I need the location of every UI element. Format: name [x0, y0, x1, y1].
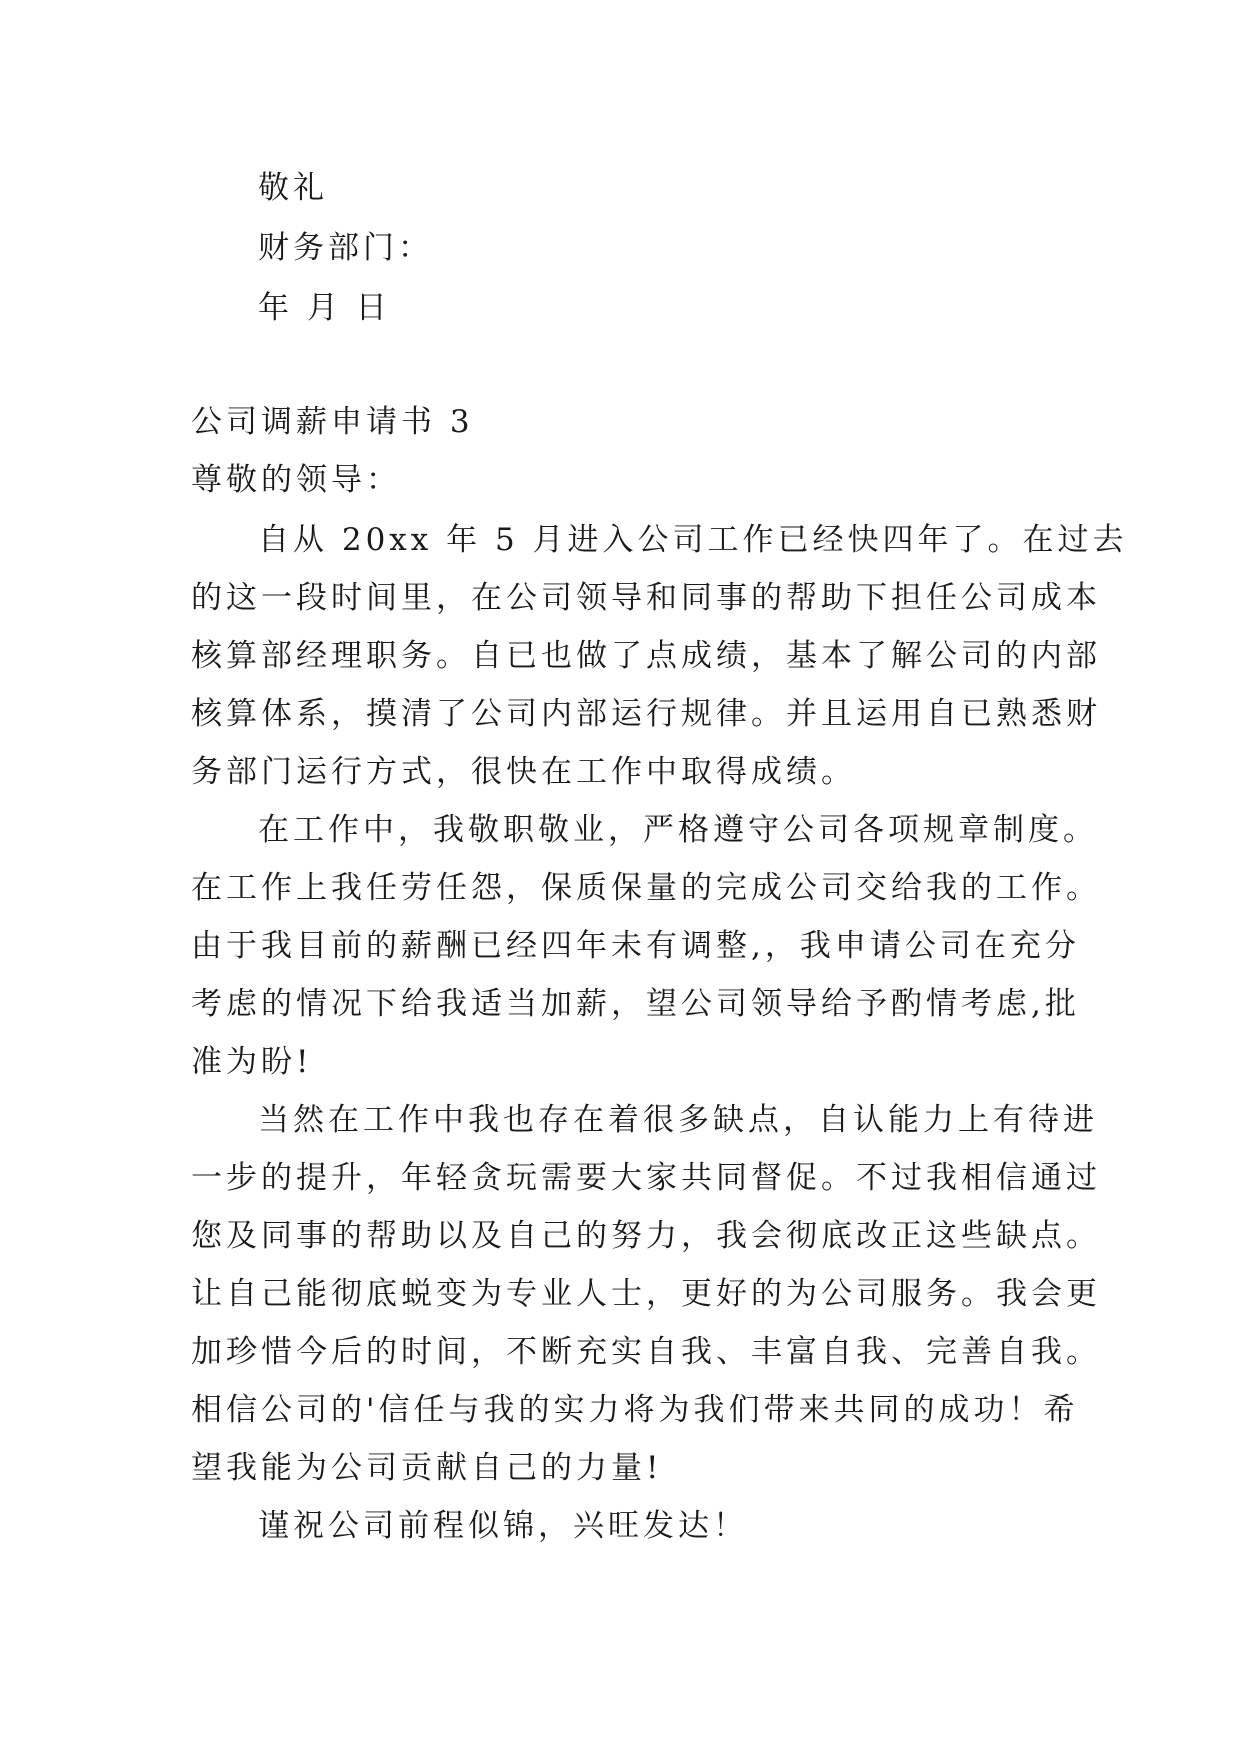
closing-date: 年 月 日 — [258, 290, 391, 326]
paragraph1-line: 自从 20xx 年 5 月进入公司工作已经快四年了。在过去 — [258, 522, 1128, 558]
paragraph3-line: 您及同事的帮助以及自己的努力，我会彻底改正这些缺点。 — [191, 1218, 1101, 1254]
paragraph3-line: 让自己能彻底蜕变为专业人士，更好的为公司服务。我会更 — [191, 1276, 1101, 1312]
paragraph1-line: 务部门运行方式，很快在工作中取得成绩。 — [191, 754, 856, 790]
paragraph2-line: 考虑的情况下给我适当加薪，望公司领导给予酌情考虑,批 — [191, 986, 1080, 1022]
paragraph2-line: 由于我目前的薪酬已经四年未有调整,，我申请公司在充分 — [191, 928, 1080, 964]
letter-greeting: 尊敬的领导： — [191, 462, 401, 498]
paragraph3-line: 一步的提升，年轻贪玩需要大家共同督促。不过我相信通过 — [191, 1160, 1101, 1196]
letter-title: 公司调薪申请书 3 — [191, 404, 474, 440]
paragraph3-line: 当然在工作中我也存在着很多缺点，自认能力上有待进 — [258, 1102, 1098, 1138]
paragraph3-line: 望我能为公司贡献自己的力量! — [191, 1450, 663, 1486]
closing-wish: 谨祝公司前程似锦，兴旺发达！ — [258, 1508, 748, 1544]
paragraph3-line: 相信公司的'信任与我的实力将为我们带来共同的成功！希 — [191, 1392, 1079, 1428]
closing-salutation: 敬礼 — [258, 170, 328, 206]
paragraph2-line: 在工作中，我敬职敬业，严格遵守公司各项规章制度。 — [258, 812, 1098, 848]
paragraph1-line: 核算体系，摸清了公司内部运行规律。并且运用自已熟悉财 — [191, 696, 1101, 732]
paragraph2-line: 准为盼! — [191, 1044, 313, 1080]
paragraph2-line: 在工作上我任劳任怨，保质保量的完成公司交给我的工作。 — [191, 870, 1101, 906]
paragraph3-line: 加珍惜今后的时间，不断充实自我、丰富自我、完善自我。 — [191, 1334, 1101, 1370]
paragraph1-line: 的这一段时间里，在公司领导和同事的帮助下担任公司成本 — [191, 580, 1101, 616]
closing-department: 财务部门： — [258, 230, 433, 266]
paragraph1-line: 核算部经理职务。自已也做了点成绩，基本了解公司的内部 — [191, 638, 1101, 674]
